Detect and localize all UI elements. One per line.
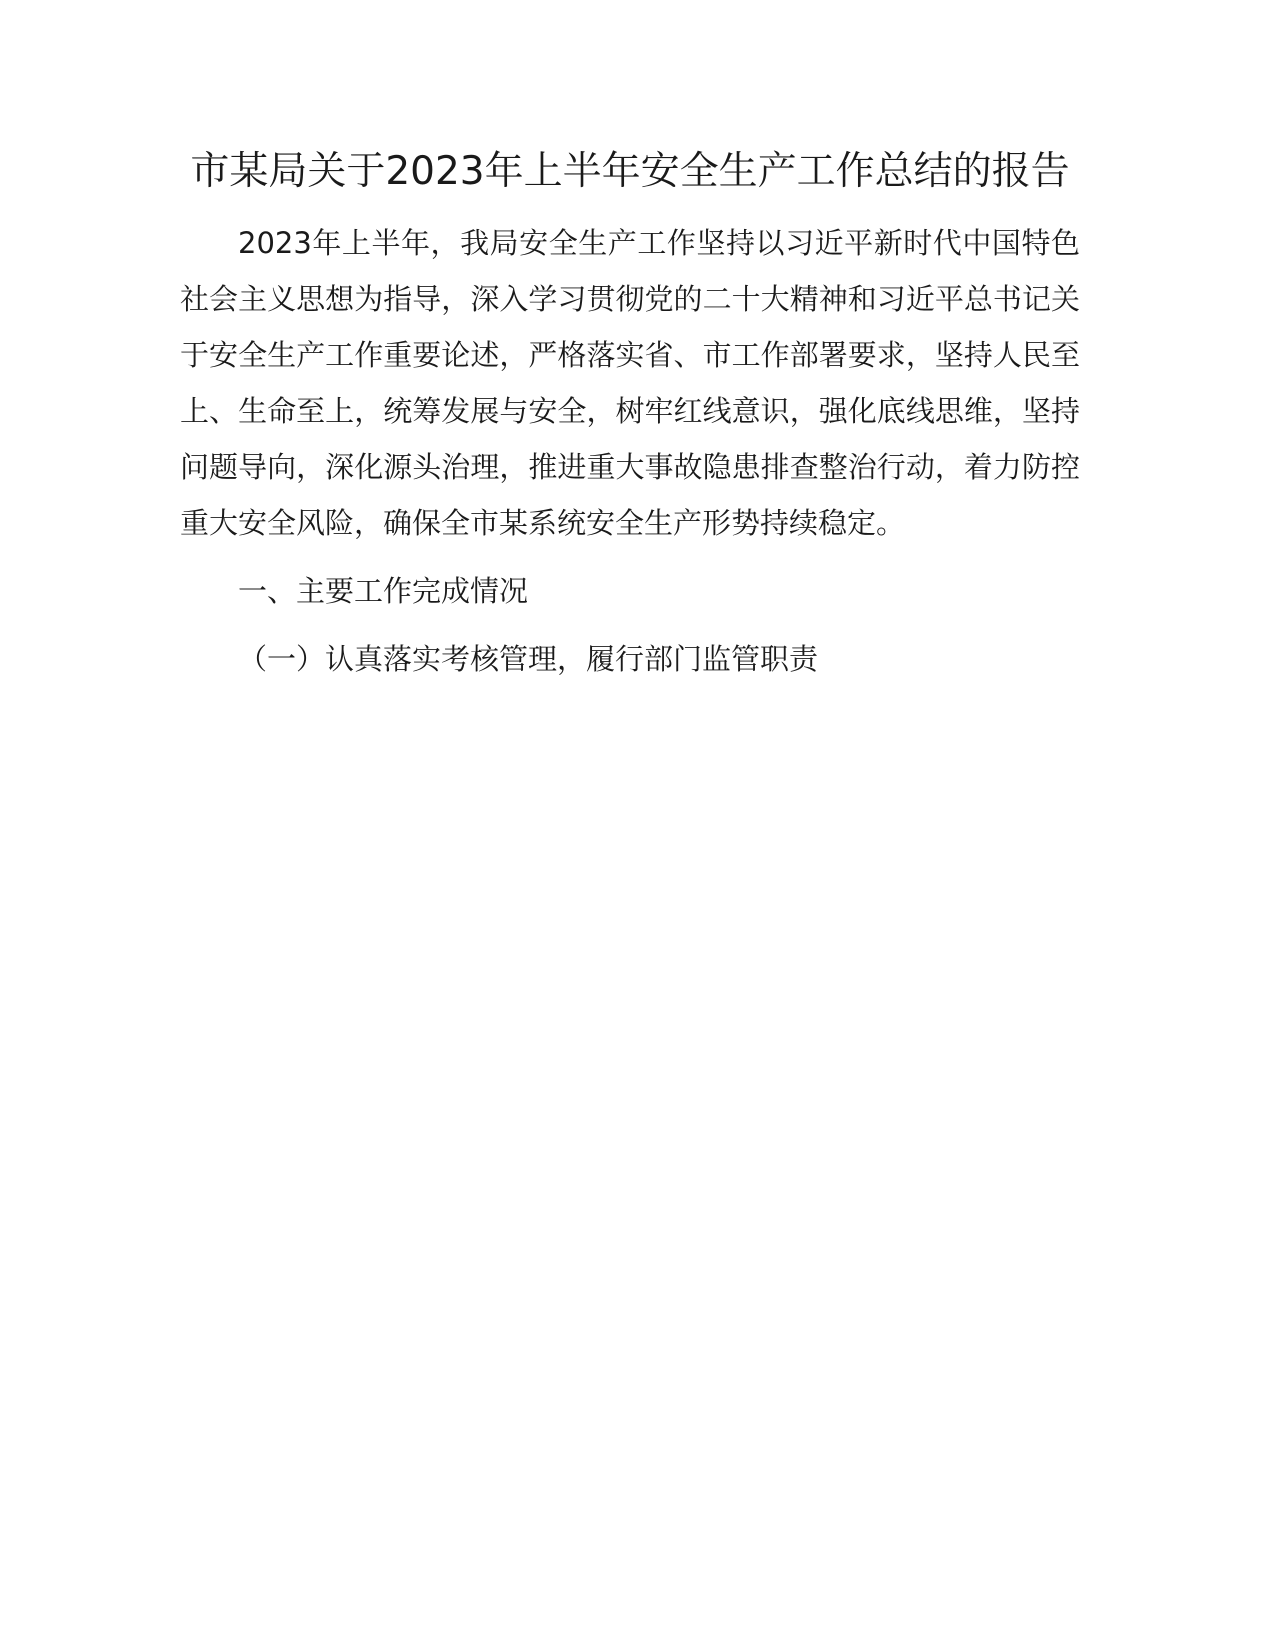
document-title: 市某局关于2023年上半年安全生产工作总结的报告	[190, 149, 1070, 194]
section-heading: 一、主要工作完成情况	[238, 574, 529, 608]
intro-paragraph: 2023年上半年，我局安全生产工作坚持以习近平新时代中国特色社会主义思想为指导，深入学习贯彻党的二十大精神和习近平总书记关于安全生产工作重要论述，严格落实省、市工作部署要求，坚持人民至上、生命至上，统筹发展与安全，树牢红线意识，强化底线思维，坚持问题导向，深化源头治理，推进重大事故隐患排查整治行动，着力防控重大安全风险，确保全市某系统安全生产形势持续稳定。	[180, 226, 1080, 540]
document-body	[180, 145, 1080, 687]
subsection-heading: （一）认真落实考核管理，履行部门监管职责	[238, 642, 819, 676]
